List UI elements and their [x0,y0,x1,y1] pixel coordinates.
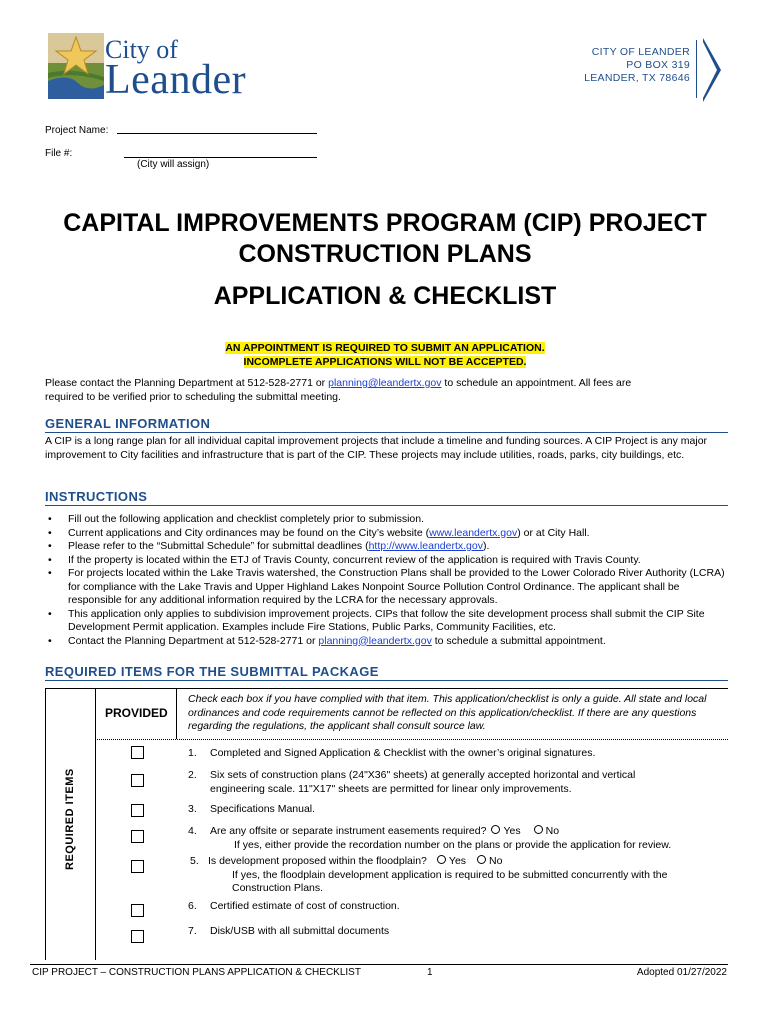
list-item [45,554,735,568]
instruction-text: Contact the Planning Department at 512-528-2771 or [68,634,319,647]
item-number: 3. [188,803,197,815]
yes-label: Yes [503,825,521,837]
bullet-icon: • [48,526,52,539]
item-text: Are any offsite or separate instrument easements required? [210,825,487,837]
item-2-checkbox[interactable] [131,774,144,787]
arrow-decoration-inner [703,42,717,98]
instruction-text: Please refer to the “Submittal Schedule” for submittal deadlines ( [68,540,369,552]
instruction-text: If the property is located within the ETJ of Travis County, concurrent review of the application is required with Travis County. [68,553,641,566]
item-number: 2. [188,769,197,781]
file-number-label: File #: [45,148,73,159]
bullet-icon: • [48,553,52,566]
bullet-icon: • [48,607,52,620]
checklist-item-1 [188,747,595,761]
city-address [584,46,690,85]
provided-column-header: PROVIDED [105,706,168,720]
checklist-note: Check each box if you have complied with that item. This application/checklist is only a guide. All state and local ordinances and code requirements cannot be reflected on this application/checklist. If there are any questions regarding the regulations, the applicant shall consult source law. [188,693,707,732]
instructions-list [45,513,735,648]
submittal-schedule-link[interactable]: http://www.leandertx.gov [368,540,483,552]
item-text: Disk/USB with all submittal documents [210,925,390,937]
item-5-checkbox[interactable] [131,860,144,873]
contact-text: required to be verified prior to scheduling the submittal meeting. [45,390,341,403]
instruction-text: to schedule a submittal appointment. [431,634,606,647]
yes-label: Yes [448,855,467,867]
adopted-date: Adopted 01/27/2022 [636,967,727,978]
footer-title: CIP PROJECT – CONSTRUCTION PLANS APPLICATION & CHECKLIST [32,967,361,978]
table-header-rule [95,739,728,740]
project-name-label: Project Name: [45,125,109,136]
planning-email-link[interactable]: planning@leandertx.gov [328,377,442,389]
list-item [45,608,735,635]
checklist-item-3 [188,803,315,817]
checklist-item-4 [188,825,671,852]
item-number: 7. [188,925,197,937]
instruction-text: This application only applies to subdivision improvement projects. CIPs that follow the site development process shall submit the CIP Site Development Permit application. Examples include Fire Stations, Public Parks, Community Facilities, etc. [68,607,705,633]
website-link[interactable]: www.leandertx.gov [429,526,518,539]
item-number: 6. [188,900,197,912]
item-text: Completed and Signed Application & Checklist with the owner’s original signatures. [210,747,596,759]
table-left-rule [45,688,46,960]
section-rule [45,680,728,681]
list-item [45,527,735,541]
list-item [45,513,735,527]
city-logo [48,33,247,103]
no-label: No [545,825,560,837]
item-text: If yes, either provide the recordation number on the plans or provide the application for review. [234,838,672,851]
item-text: Construction Plans. [232,882,324,894]
list-item [45,635,735,649]
general-information-text: A CIP is a long range plan for all individual capital improvement projects that include a timeline and funding sources. A CIP Project is any major improvement to City facilities and infrastructure that is part of the CIP. These projects may include utilities, roads, parks, city buildings, etc. [45,435,708,461]
file-number-field[interactable] [124,157,317,158]
checklist-item-6 [188,900,400,914]
instruction-text: ). [482,540,490,552]
required-items-heading: REQUIRED ITEMS FOR THE SUBMITTAL PACKAGE [45,664,379,679]
appointment-notice [0,341,770,355]
planning-email-link[interactable]: planning@leandertx.gov [318,634,432,647]
item-text: Is development proposed within the floodplain? [208,855,427,867]
item-3-checkbox[interactable] [131,804,144,817]
contact-text: to schedule an appointment. All fees are [441,377,632,389]
instructions-heading: INSTRUCTIONS [45,489,148,504]
footer-rule [30,964,728,965]
instruction-text: ) or at City Hall. [517,526,590,539]
checklist-item-2 [188,769,635,796]
item-5-no-radio[interactable] [477,855,486,864]
page-title-line2: CONSTRUCTION PLANS [238,240,532,268]
section-rule [45,505,728,506]
item-4-yes-radio[interactable] [491,825,500,834]
item-6-checkbox[interactable] [131,904,144,917]
page-title-line1: CAPITAL IMPROVEMENTS PROGRAM (CIP) PROJECT [63,209,707,237]
page-subtitle: APPLICATION & CHECKLIST [213,282,557,310]
item-number: 4. [188,825,197,837]
address-line: CITY OF LEANDER [591,46,690,58]
checklist-item-7 [188,925,389,939]
star-landscape-icon [48,33,104,99]
section-rule [45,432,728,433]
item-text: Certified estimate of cost of construction. [210,900,400,912]
item-text: engineering scale. 11"X17" sheets are permitted for linear only improvements. [210,782,572,795]
item-text: Specifications Manual. [210,803,316,815]
item-4-no-radio[interactable] [534,825,543,834]
item-number: 1. [188,747,197,759]
address-line: PO BOX 319 [626,59,690,71]
no-label: No [489,855,503,867]
item-number: 5. [190,855,199,867]
item-7-checkbox[interactable] [131,930,144,943]
logo-city-text: City of [105,35,178,64]
table-column-rule [95,688,96,960]
item-text: If yes, the floodplain development application is required to be submitted concurrently with the [232,868,668,881]
table-top-rule [45,688,728,689]
required-items-side-label: REQUIRED ITEMS [64,768,76,870]
contact-text: Please contact the Planning Department at 512-528-2771 or [45,377,329,389]
file-number-note: (City will assign) [137,159,210,170]
incomplete-notice [0,355,770,369]
item-4-checkbox[interactable] [131,830,144,843]
contact-paragraph [45,377,730,404]
item-text: Six sets of construction plans (24"X36" sheets) at generally accepted horizontal and vertical [210,769,636,781]
instruction-text: Current applications and City ordinances may be found on the City’s website ( [68,526,430,539]
address-divider [696,40,697,98]
bullet-icon: • [48,567,52,579]
bullet-icon: • [48,634,52,647]
page-number: 1 [427,967,433,978]
list-item [45,540,735,554]
item-5-yes-radio[interactable] [437,855,446,864]
item-1-checkbox[interactable] [131,746,144,759]
general-information-heading: GENERAL INFORMATION [45,416,211,431]
project-name-field[interactable] [117,133,317,134]
address-line: LEANDER, TX 78646 [584,72,690,84]
list-item [45,567,735,608]
instruction-text: For projects located within the Lake Travis watershed, the Construction Plans shall be provided to the Lower Colorado River Authority (LCRA) for compliance with the Lake Travis and Upper Highland Lakes Nonpoint Source Pollution Control Ordinance. The applicant shall be responsible for any additional information required by the LCRA for the necessary approvals. [68,567,725,606]
checklist-item-5 [190,855,667,896]
table-column-rule [176,688,177,739]
logo-leander-text: Leander [105,57,247,103]
bullet-icon: • [48,513,52,525]
notice-line1: AN APPOINTMENT IS REQUIRED TO SUBMIT AN APPLICATION. [225,342,545,354]
instruction-text: Fill out the following application and checklist completely prior to submission. [68,513,425,525]
bullet-icon: • [48,540,52,552]
notice-line2: INCOMPLETE APPLICATIONS WILL NOT BE ACCEPTED. [243,356,527,368]
